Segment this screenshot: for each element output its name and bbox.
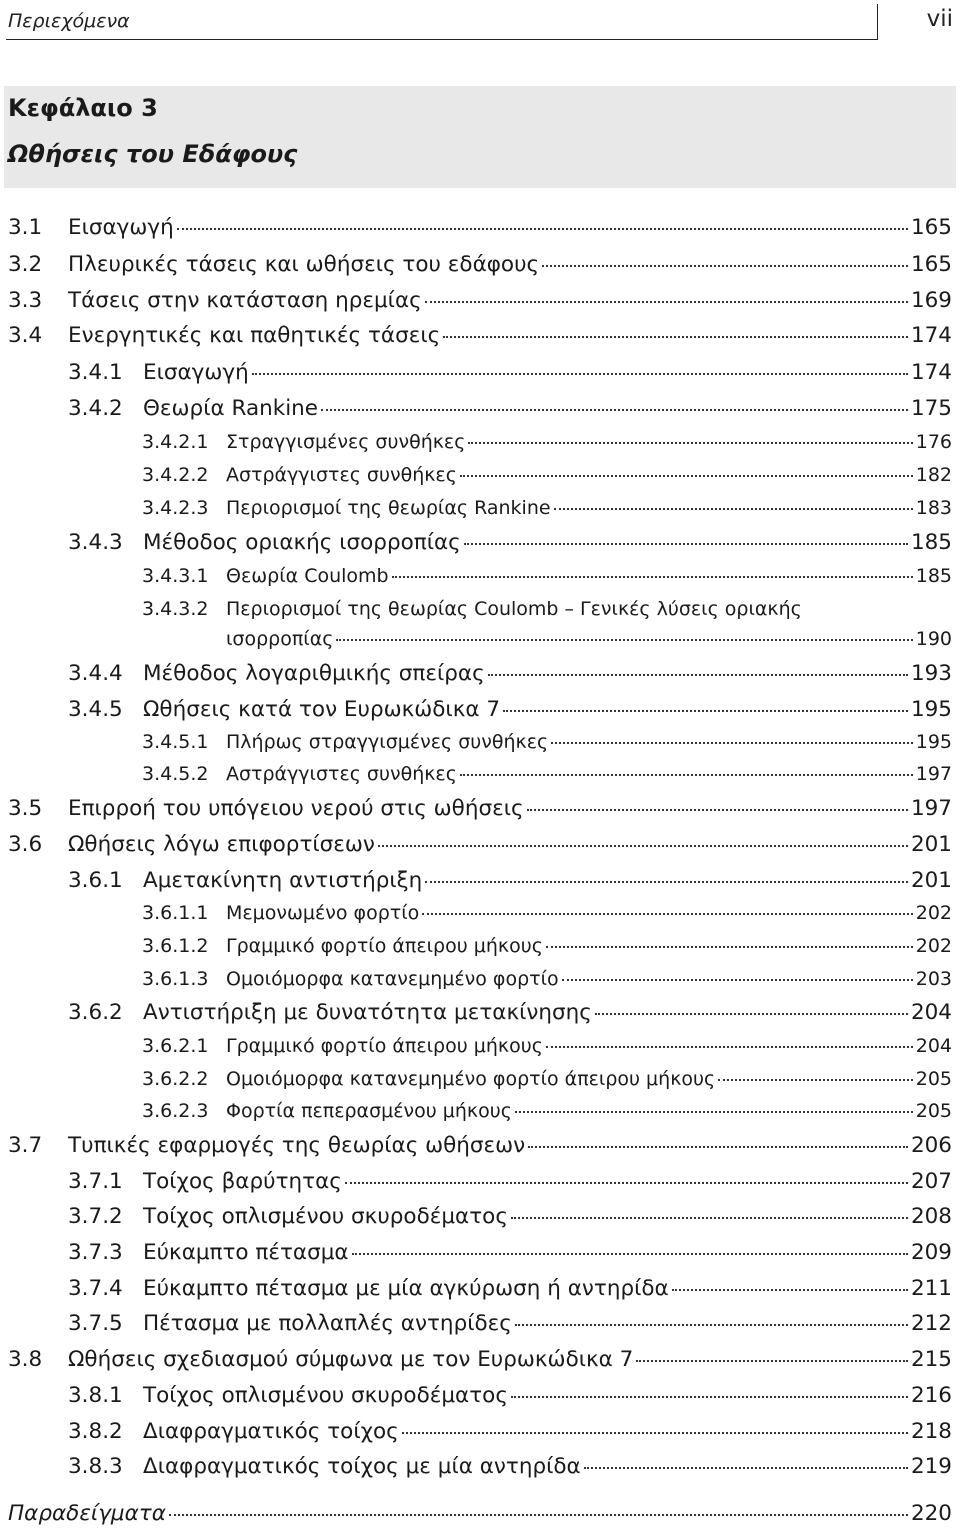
toc-entry-title: Φορτία πεπερασμένου μήκους <box>226 1100 512 1122</box>
toc-entry-title: Παραδείγματα <box>8 1501 166 1526</box>
toc-entry-3-4-2-1[interactable] <box>142 431 952 454</box>
toc-entry-number: 3.2 <box>8 252 43 277</box>
running-title: Περιεχόμενα <box>8 10 130 32</box>
dot-leader <box>511 1217 908 1219</box>
toc-entry-examples[interactable] <box>8 1501 952 1527</box>
toc-entry-title: Εύκαμπτο πέτασμα <box>143 1240 349 1265</box>
toc-entry-3-4-2[interactable] <box>68 396 952 422</box>
toc-entry-number: 3.5 <box>8 796 43 821</box>
dot-leader <box>345 1182 908 1184</box>
toc-entry-number: 3.7 <box>8 1133 43 1158</box>
toc-entry-page: 208 <box>910 1204 952 1229</box>
dot-leader <box>542 265 908 267</box>
dot-leader <box>321 409 908 411</box>
toc-entry-3-6-1-1[interactable] <box>142 902 952 925</box>
toc-entry-page: 174 <box>910 323 952 348</box>
dot-leader <box>551 742 913 744</box>
toc-entry-3-7-1[interactable] <box>68 1169 952 1195</box>
toc-entry-number: 3.4 <box>8 323 43 348</box>
chapter-label: Κεφάλαιο 3 <box>8 94 158 122</box>
toc-entry-number: 3.7.3 <box>68 1240 123 1265</box>
dot-leader <box>546 946 913 948</box>
toc-entry-3-6-1[interactable] <box>68 868 952 894</box>
toc-entry-number: 3.4.2.3 <box>142 497 209 519</box>
dot-leader <box>672 1289 908 1291</box>
dot-leader <box>511 1396 908 1398</box>
toc-entry-3-1[interactable] <box>8 215 952 241</box>
toc-entry-number: 3.7.2 <box>68 1204 123 1229</box>
chapter-title: Ωθήσεις του Εδάφους <box>8 140 298 168</box>
toc-entry-3-7-3[interactable] <box>68 1240 952 1266</box>
toc-entry-3-8[interactable] <box>8 1347 952 1373</box>
toc-entry-3-7-5[interactable] <box>68 1311 952 1337</box>
toc-entry-title: Τυπικές εφαρμογές της θεωρίας ωθήσεων <box>68 1133 526 1158</box>
toc-entry-3-7-4[interactable] <box>68 1276 952 1302</box>
dot-leader <box>425 881 908 883</box>
toc-entry-page: 211 <box>910 1276 952 1301</box>
toc-entry-3-7-2[interactable] <box>68 1204 952 1230</box>
toc-entry-number: 3.4.3.2 <box>142 598 209 620</box>
toc-entry-number: 3.4.1 <box>68 360 123 385</box>
toc-entry-title: Αστράγγιστες συνθήκες <box>226 464 457 486</box>
toc-entry-number: 3.8.1 <box>68 1383 123 1408</box>
toc-entry-title: Εισαγωγή <box>68 215 174 240</box>
toc-entry-title: Γραμμικό φορτίο άπειρου μήκους <box>226 1035 543 1057</box>
toc-entry-page: 185 <box>915 565 952 587</box>
page-number: vii <box>926 6 953 32</box>
toc-entry-page: 197 <box>915 763 952 785</box>
toc-entry-title: Εισαγωγή <box>143 360 249 385</box>
toc-entry-page: 195 <box>915 731 952 753</box>
toc-entry-title: Αστράγγιστες συνθήκες <box>226 763 457 785</box>
toc-entry-number: 3.6.2 <box>68 1000 123 1025</box>
toc-entry-page: 185 <box>910 530 952 555</box>
dot-leader <box>177 228 908 230</box>
dot-leader <box>422 913 912 915</box>
toc-entry-page: 197 <box>910 796 952 821</box>
toc-entry-3-3[interactable] <box>8 288 952 314</box>
toc-entry-page: 215 <box>910 1347 952 1372</box>
toc-entry-page: 190 <box>915 628 952 650</box>
toc-entry-3-2[interactable] <box>8 252 952 278</box>
toc-entry-3-8-2[interactable] <box>68 1419 952 1445</box>
toc-entry-number: 3.6.1.3 <box>142 968 209 990</box>
toc-entry-3-5[interactable] <box>8 796 952 822</box>
toc-entry-title: Στραγγισμένες συνθήκες <box>226 431 466 453</box>
dot-leader <box>460 475 913 477</box>
dot-leader <box>392 576 913 578</box>
dot-leader <box>584 1467 908 1469</box>
toc-entry-title: Θεωρία Coulomb <box>226 565 389 587</box>
toc-entry-page: 207 <box>910 1169 952 1194</box>
toc-entry-page: 203 <box>915 968 952 990</box>
toc-entry-number: 3.8 <box>8 1347 43 1372</box>
toc-entry-page: 165 <box>910 252 952 277</box>
toc-entry-3-6-2-1[interactable] <box>142 1035 952 1058</box>
toc-entry-title: Τοίχος οπλισμένου σκυροδέματος <box>143 1204 508 1229</box>
toc-entry-title: Πέτασμα με πολλαπλές αντηρίδες <box>143 1311 512 1336</box>
toc-entry-3-8-1[interactable] <box>68 1383 952 1409</box>
toc-entry-number: 3.8.2 <box>68 1419 123 1444</box>
toc-entry-title: Διαφραγματικός τοίχος <box>143 1419 399 1444</box>
toc-entry-number: 3.3 <box>8 288 43 313</box>
toc-entry-3-6-2[interactable] <box>68 1000 952 1026</box>
toc-entry-3-4-5[interactable] <box>68 697 952 723</box>
toc-entry-title: Αμετακίνητη αντιστήριξη <box>143 868 423 893</box>
toc-entry-page: 202 <box>915 902 952 924</box>
toc-entry-3-4-1[interactable] <box>68 360 952 386</box>
toc-entry-number: 3.7.1 <box>68 1169 123 1194</box>
toc-entry-page: 182 <box>915 464 952 486</box>
toc-entry-number: 3.4.4 <box>68 661 123 686</box>
toc-entry-3-4-2-2[interactable] <box>142 464 952 487</box>
dot-leader <box>460 774 913 776</box>
toc-entry-page: 216 <box>910 1383 952 1408</box>
toc-entry-page: 176 <box>915 431 952 453</box>
dot-leader <box>503 710 908 712</box>
toc-entry-number: 3.7.4 <box>68 1276 123 1301</box>
dot-leader <box>515 1111 913 1113</box>
toc-entry-title: Μέθοδος οριακής ισορροπίας <box>143 530 461 555</box>
toc-entry-page: 201 <box>910 832 952 857</box>
toc-entry-number: 3.4.2.1 <box>142 431 209 453</box>
toc-entry-title: Ομοιόμορφα κατανεμημένο φορτίο άπειρου μήκους <box>226 1068 716 1090</box>
toc-entry-page: 212 <box>910 1311 952 1336</box>
toc-entry-number: 3.6.1.1 <box>142 902 209 924</box>
toc-entry-3-4[interactable] <box>8 323 952 349</box>
toc-entry-number: 3.4.5.1 <box>142 731 209 753</box>
dot-leader <box>488 674 908 676</box>
toc-entry-number: 3.4.2 <box>68 396 123 421</box>
toc-entry-number: 3.6.2.3 <box>142 1100 209 1122</box>
toc-entry-number: 3.7.5 <box>68 1311 123 1336</box>
toc-entry-number: 3.6.2.2 <box>142 1068 209 1090</box>
toc-entry-3-7[interactable] <box>8 1133 952 1159</box>
dot-leader <box>527 809 908 811</box>
toc-entry-page: 209 <box>910 1240 952 1265</box>
toc-entry-number: 3.6.2.1 <box>142 1035 209 1057</box>
toc-entry-page: 219 <box>910 1454 952 1479</box>
toc-entry-3-4-3-1[interactable] <box>142 565 952 588</box>
dot-leader <box>515 1324 908 1326</box>
toc-entry-title: Ωθήσεις λόγω επιφορτίσεων <box>68 832 375 857</box>
dot-leader <box>528 1146 908 1148</box>
dot-leader <box>378 845 908 847</box>
toc-entry-page: 204 <box>910 1000 952 1025</box>
dot-leader <box>169 1514 908 1516</box>
toc-entry-page: 218 <box>910 1419 952 1444</box>
toc-entry-page: 174 <box>910 360 952 385</box>
toc-entry-title: Πλευρικές τάσεις και ωθήσεις του εδάφους <box>68 252 540 277</box>
toc-entry-page: 193 <box>910 661 952 686</box>
dot-leader <box>554 508 913 510</box>
toc-entry-page: 204 <box>915 1035 952 1057</box>
toc-entry-page: 206 <box>910 1133 952 1158</box>
toc-entry-3-4-5-1[interactable] <box>142 731 952 754</box>
toc-entry-3-4-3-2[interactable] <box>142 598 952 621</box>
dot-leader <box>595 1013 908 1015</box>
toc-entry-3-6-1-3[interactable] <box>142 968 952 991</box>
toc-entry-number: 3.4.2.2 <box>142 464 209 486</box>
toc-entry-title: Ωθήσεις κατά τον Ευρωκώδικα 7 <box>143 697 501 722</box>
toc-entry-title: Τοίχος βαρύτητας <box>143 1169 342 1194</box>
toc-entry-page: 202 <box>915 935 952 957</box>
toc-entry-number: 3.6 <box>8 832 43 857</box>
toc-entry-number: 3.8.3 <box>68 1454 123 1479</box>
toc-entry-title: Ομοιόμορφα κατανεμημένο φορτίο <box>226 968 559 990</box>
toc-entry-title: Περιορισμοί της θεωρίας Rankine <box>226 497 551 519</box>
toc-entry-title: Εύκαμπτο πέτασμα με μία αγκύρωση ή αντηρίδα <box>143 1276 669 1301</box>
dot-leader <box>402 1432 908 1434</box>
toc-entry-title: Μεμονωμένο φορτίο <box>226 902 420 924</box>
toc-entry-number: 3.4.3 <box>68 530 123 555</box>
toc-entry-title: Επιρροή του υπόγειου νερού στις ωθήσεις <box>68 796 524 821</box>
toc-entry-title: Ενεργητικές και παθητικές τάσεις <box>68 323 441 348</box>
toc-entry-3-4-3-2-cont[interactable] <box>226 628 952 651</box>
toc-entry-number: 3.4.3.1 <box>142 565 209 587</box>
toc-entry-page: 205 <box>915 1100 952 1122</box>
toc-entry-3-6-1-2[interactable] <box>142 935 952 958</box>
toc-entry-3-6-2-2[interactable] <box>142 1068 952 1091</box>
dot-leader <box>336 639 912 641</box>
toc-entry-number: 3.6.1 <box>68 868 123 893</box>
toc-entry-3-6[interactable] <box>8 832 952 858</box>
toc-entry-title: Θεωρία Rankine <box>143 396 319 421</box>
toc-entry-page: 201 <box>910 868 952 893</box>
dot-leader <box>718 1079 913 1081</box>
toc-entry-page: 169 <box>910 288 952 313</box>
dot-leader <box>443 336 908 338</box>
toc-entry-page: 175 <box>910 396 952 421</box>
toc-entry-title: Τάσεις στην κατάσταση ηρεμίας <box>68 288 422 313</box>
dot-leader <box>562 979 913 981</box>
dot-leader <box>252 373 908 375</box>
dot-leader <box>636 1360 908 1362</box>
toc-entry-3-4-2-3[interactable] <box>142 497 952 520</box>
dot-leader <box>546 1046 913 1048</box>
toc-entry-page: 195 <box>910 697 952 722</box>
toc-entry-title-continued: ισορροπίας <box>226 628 334 650</box>
dot-leader <box>425 301 908 303</box>
toc-entry-3-4-4[interactable] <box>68 661 952 687</box>
toc-entry-3-4-3[interactable] <box>68 530 952 556</box>
toc-entry-title: Διαφραγματικός τοίχος με μία αντηρίδα <box>143 1454 581 1479</box>
toc-entry-page: 205 <box>915 1068 952 1090</box>
toc-entry-3-4-5-2[interactable] <box>142 763 952 786</box>
toc-entry-number: 3.1 <box>8 215 43 240</box>
dot-leader <box>464 543 908 545</box>
toc-entry-title: Μέθοδος λογαριθμικής σπείρας <box>143 661 485 686</box>
toc-entry-title: Περιορισμοί της θεωρίας Coulomb – Γενικές λύσεις οριακής <box>226 598 802 620</box>
toc-entry-title: Αντιστήριξη με δυνατότητα μετακίνησης <box>143 1000 592 1025</box>
toc-entry-number: 3.4.5 <box>68 697 123 722</box>
dot-leader <box>468 442 912 444</box>
toc-entry-page: 220 <box>910 1501 952 1526</box>
toc-entry-number: 3.6.1.2 <box>142 935 209 957</box>
toc-entry-page: 165 <box>910 215 952 240</box>
toc-entry-3-8-3[interactable] <box>68 1454 952 1480</box>
toc-entry-3-6-2-3[interactable] <box>142 1100 952 1123</box>
toc-entry-title: Γραμμικό φορτίο άπειρου μήκους <box>226 935 543 957</box>
toc-entry-page: 183 <box>915 497 952 519</box>
toc-entry-title: Πλήρως στραγγισμένες συνθήκες <box>226 731 549 753</box>
dot-leader <box>352 1253 908 1255</box>
toc-entry-number: 3.4.5.2 <box>142 763 209 785</box>
toc-entry-title: Ωθήσεις σχεδιασμού σύμφωνα με τον Ευρωκώδικα 7 <box>68 1347 634 1372</box>
toc-entry-title: Τοίχος οπλισμένου σκυροδέματος <box>143 1383 508 1408</box>
